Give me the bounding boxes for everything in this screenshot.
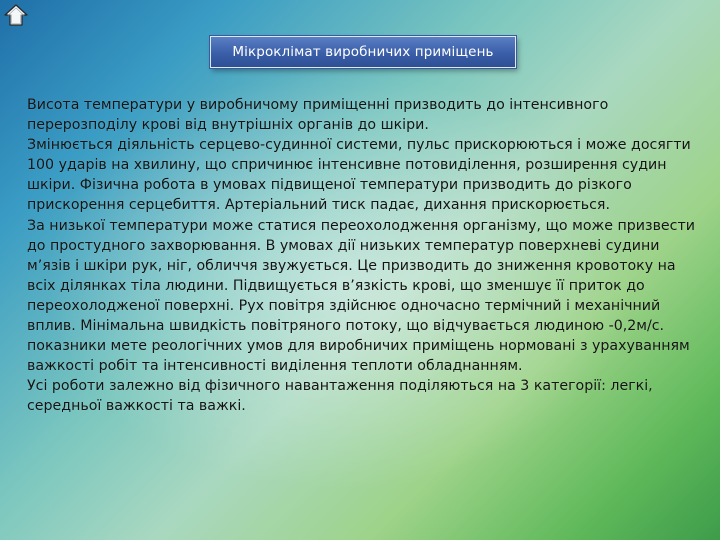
home-icon bbox=[3, 3, 29, 27]
paragraph-low-temperature: За низької температури може статися переохолодження організму, що може призвести до простудного захворювання. В умовах дії низьких температур поверхневі судини м’язів і шкіри рук, ніг, обличчя звужується. Це призводить до зниження кровотоку на всіх ділянках тіла людини. Підвищується в’язкість крові, що зменшує її приток до переохолодженої поверхні. Рух повітря здійснює одночасно термічний і механічний вплив. Мінімальна швидкість повітряного потоку, що відчувається людиною -0,2м/с. показники мете реологічних умов для виробничих приміщень нормовані з урахуванням важкості робіт та інтенсивності виділення теплоти обладнанням. bbox=[27, 217, 695, 375]
home-button[interactable] bbox=[3, 3, 29, 27]
slide-body bbox=[27, 95, 702, 417]
slide-title-box bbox=[210, 36, 516, 68]
paragraph-work-categories: Усі роботи залежно від фізичного навантаження поділяються на 3 категорії: легкі, середньої важкості та важкі. bbox=[27, 378, 653, 415]
slide-title: Мікроклімат виробничих приміщень bbox=[232, 44, 494, 60]
paragraph-cardiovascular: Змінюється діяльність серцево-судинної системи, пульс прискорюються і може досягти 100 ударів на хвилину, що спричинює інтенсивне потовиділення, розширення судин шкіри. Фізична робота в умовах підвищеної температури призводить до різкого прискорення серцебиття. Артеріальний тиск падає, дихання прискорюється. bbox=[27, 137, 691, 214]
paragraph-high-temperature: Висота температури у виробничому приміщенні призводить до інтенсивного перерозподілу крові від внутрішніх органів до шкіри. bbox=[27, 97, 609, 134]
